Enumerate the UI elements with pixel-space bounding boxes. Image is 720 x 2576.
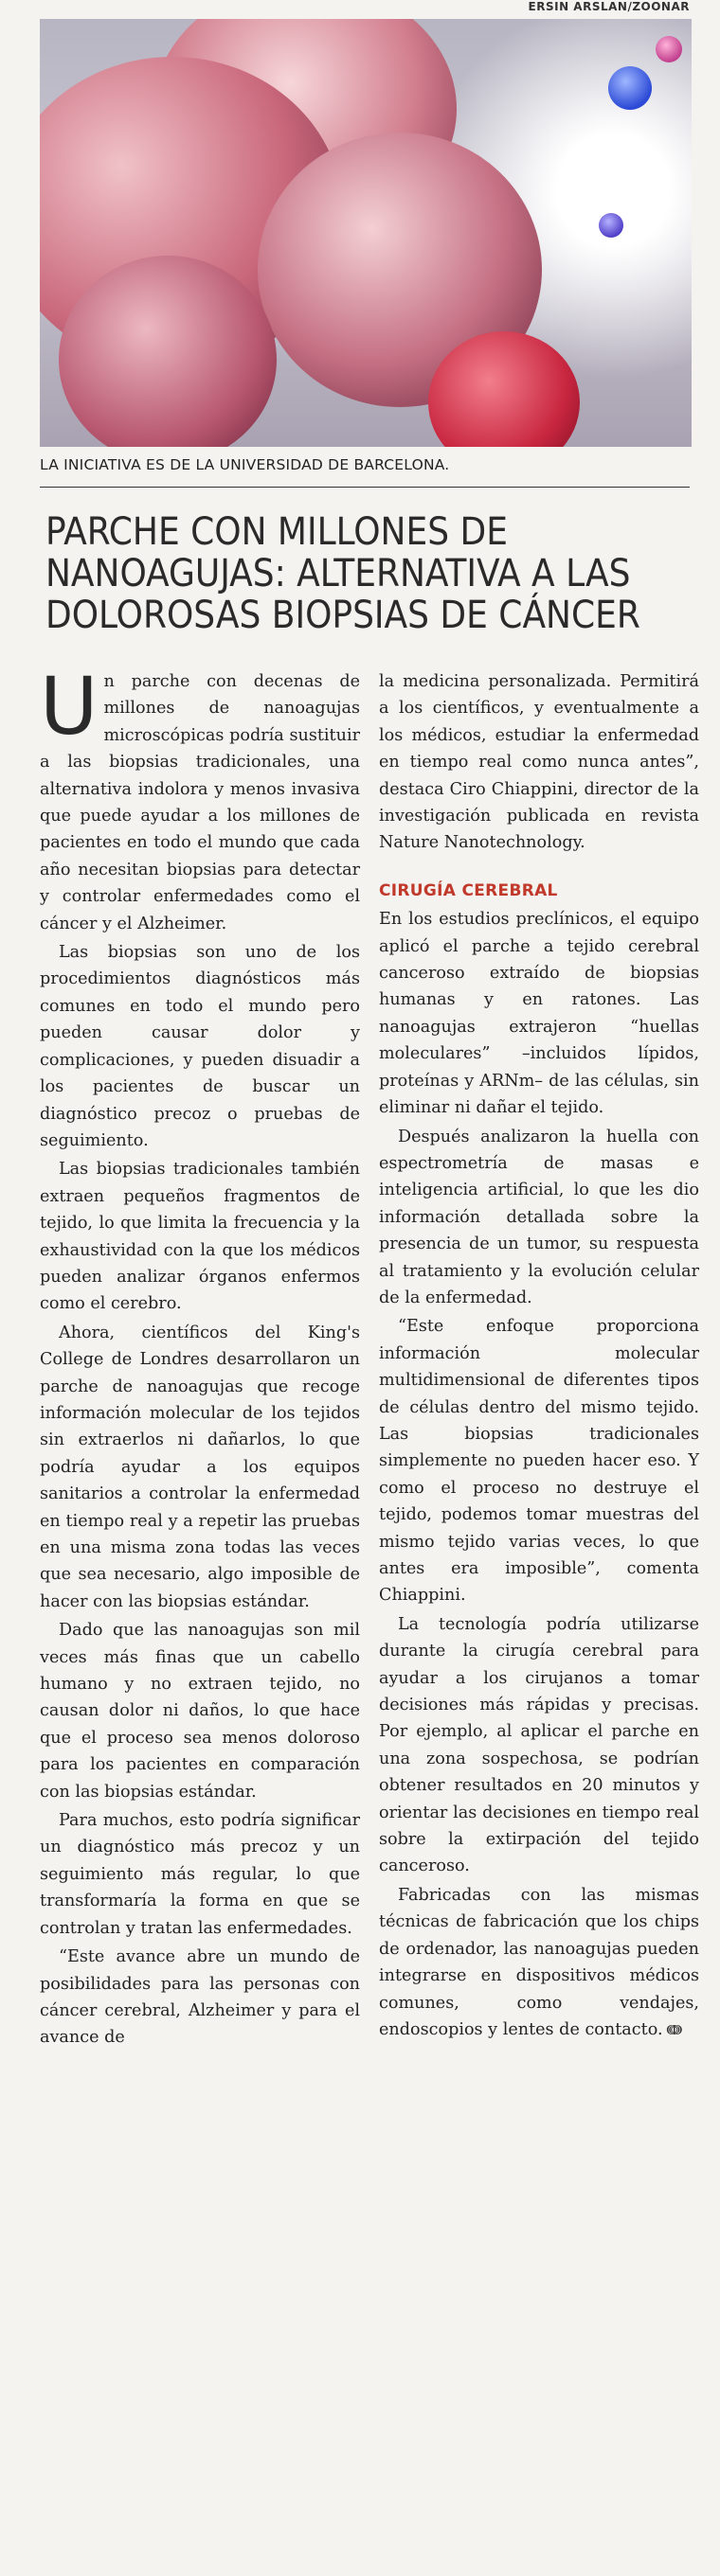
paragraph-text: Fabricadas con las mismas técnicas de fabricación que los chips de ordenador, las nanoagujas pueden integrarse en dispositivos médicos comunes, como vendajes, endoscopios y lentes de contacto.: [379, 1885, 699, 2039]
paragraph: La tecnología podría utilizarse durante la cirugía cerebral para ayudar a los cirujanos a tomar decisiones más rápidas y precisas. Por ejemplo, al aplicar el parche en una zona sospechosa, se podrían obtener resultados en 20 minutos y orientar las decisiones en tiempo real sobre la extirpación del tejido canceroso.: [379, 1614, 699, 1876]
paragraph: Para muchos, esto podría significar un diagnóstico más precoz y un seguimiento más regular, lo que transformaría la forma en que se controlan y tratan las enfermedades.: [40, 1811, 360, 1938]
paragraph: Después analizaron la huella con espectrometría de masas e inteligencia artificial, lo que les dio información detallada sobre la presencia de un tumor, su respuesta al tratamiento y la evolución celular de la enfermedad.: [379, 1127, 699, 1307]
photo-caption: LA INICIATIVA ES DE LA UNIVERSIDAD DE BARCELONA.: [40, 456, 450, 473]
paragraph: [40, 660, 360, 937]
paragraph: Las biopsias tradicionales también extraen pequeños fragmentos de tejido, lo que limita la frecuencia y la exhaustividad con la que los médicos pueden analizar órganos enfermos como el cerebro.: [40, 1160, 360, 1314]
paragraph-text: n parche con decenas de millones de nanoagujas microscópicas podría sustituir a las biopsias tradicionales, una alternativa indolora y menos invasiva que puede ayudar a los millones de pacientes en todo el mundo que cada año necesitan biopsias para detectar y controlar enfermedades como el cáncer y el Alzheimer.: [40, 672, 360, 933]
article-photo: [40, 19, 692, 447]
paragraph: Las biopsias son uno de los procedimientos diagnósticos más comunes en todo el mundo pero pueden causar dolor y complicaciones, y pueden disuadir a los pacientes de buscar un diagnóstico precoz o pruebas de seguimiento.: [40, 943, 360, 1150]
paragraph: Ahora, científicos del King's College de Londres desarrollaron un parche de nanoagujas que recoge información molecular de los tejidos sin extraerlos ni dañarlos, lo que podría ayudar a los equipos sanitarios a controlar la enfermedad en tiempo real y a repetir las pruebas en una misma zona todas las veces que sea necesario, algo imposible de hacer con las biopsias estándar.: [40, 1323, 360, 1611]
paragraph: “Este enfoque proporciona información molecular multidimensional de diferentes tipos de células dentro del mismo tejido. Las biopsias tradicionales simplemente no pueden hacer eso. Y como el proceso no destruye el tejido, podemos tomar muestras del mismo tejido varias veces, lo que antes era imposible”, comenta Chiappini.: [379, 1317, 699, 1606]
photo-credit: ERSIN ARSLAN/ZOONAR: [528, 0, 690, 13]
blue-particle: [608, 66, 652, 110]
column-right: [379, 668, 699, 2043]
drop-cap: U: [40, 660, 99, 753]
paragraph: “Este avance abre un mundo de posibilidades para las personas con cáncer cerebral, Alzheimer y para el avance de: [40, 1947, 360, 2048]
end-mark: ↈ: [666, 2020, 682, 2038]
paragraph: la medicina personalizada. Permitirá a los científicos, y eventualmente a los médicos, estudiar la enfermedad en tiempo real como nunca antes”, destaca Ciro Chiappini, director de la investigación publicada en revista Nature Nanotechnology.: [379, 672, 699, 853]
section-heading: CIRUGÍA CEREBRAL: [379, 880, 558, 900]
column-left: [40, 660, 360, 2052]
divider: [40, 487, 690, 488]
headline: PARCHE CON MILLONES DE NANOAGUJAS: ALTERNATIVA A LAS DOLOROSAS BIOPSIAS DE CÁNCER: [45, 510, 640, 637]
paragraph: En los estudios preclínicos, el equipo aplicó el parche a tejido cerebral canceroso extraído de biopsias humanas y en ratones. Las nanoagujas extrajeron “huellas moleculares” –incluidos lípidos, proteínas y ARNm– de las células, sin eliminar ni dañar el tejido.: [379, 910, 699, 1118]
paragraph: Dado que las nanoagujas son mil veces más finas que un cabello humano y no extraen tejido, no causan dolor ni daños, lo que hace que el proceso sea menos doloroso para los pacientes en comparación con las biopsias estándar.: [40, 1621, 360, 1802]
purple-particle: [599, 213, 623, 238]
pink-particle: [656, 36, 682, 62]
paragraph: [379, 1882, 699, 2043]
